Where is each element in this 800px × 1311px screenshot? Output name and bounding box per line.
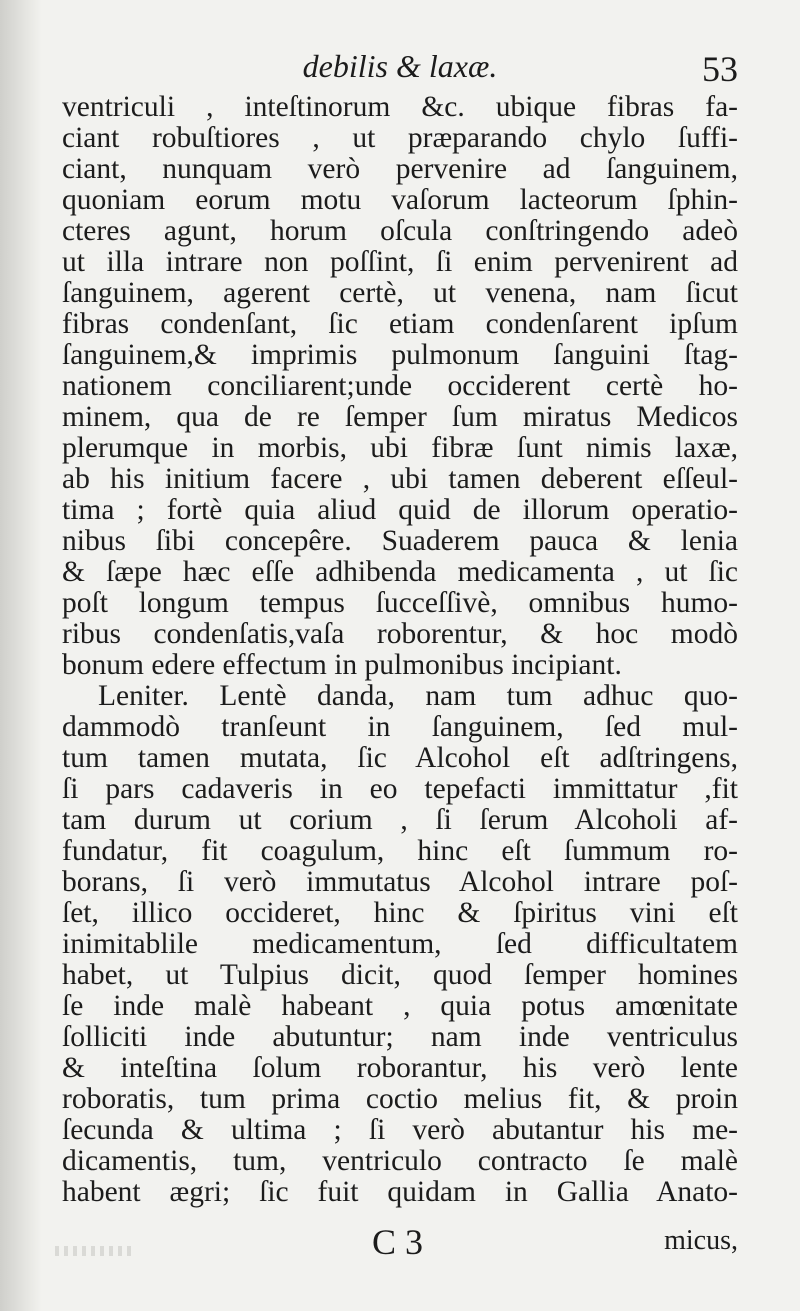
text-line: dicamentis, tum, ventriculo contracto ſe malè [62,1146,738,1177]
text-line: minem, qua de re ſemper ſum miratus Medicos [62,402,738,433]
text-line: habet, ut Tulpius dicit, quod ſemper homines [62,960,738,991]
text-line: ventriculi , inteſtinorum &c. ubique fibras fa- [62,92,738,123]
text-line: ab his initium facere , ubi tamen deberent eſſeul- [62,464,738,495]
text-line: & inteſtina ſolum roborantur, his verò lente [62,1053,738,1084]
text-line: dammodò tranſeunt in ſanguinem, ſed mul- [62,712,738,743]
text-line: ſanguinem, agerent certè, ut venena, nam ſicut [62,278,738,309]
text-line: ſet, illico occideret, hinc & ſpiritus vini eſt [62,898,738,929]
page-footer [62,1221,738,1271]
text-line: inimitablile medicamentum, ſed difficultatem [62,929,738,960]
body-text [62,92,738,1208]
text-line: ſi pars cadaveris in eo tepefacti immittatur ,fit [62,774,738,805]
text-line: ciant robuſtiores , ut præparando chylo ſuffi- [62,123,738,154]
text-line: tum tamen mutata, ſic Alcohol eſt adſtringens, [62,743,738,774]
text-line: tima ; fortè quia aliud quid de illorum operatio- [62,495,738,526]
catchword: micus, [664,1225,738,1256]
running-title: debilis & laxæ. [302,48,498,84]
page-gutter-shadow [0,0,42,1311]
text-line: poſt longum tempus ſucceſſivè, omnibus humo- [62,588,738,619]
text-line: Leniter. Lentè danda, nam tum adhuc quo- [98,681,738,712]
text-line: ſolliciti inde abutuntur; nam inde ventriculus [62,1022,738,1053]
text-line: ut illa intrare non poſſint, ſi enim pervenirent ad [62,247,738,278]
text-line: ribus condenſatis,vaſa roborentur, & hoc modò [62,619,738,650]
text-line: nationem conciliarent;unde occiderent certè ho- [62,371,738,402]
text-line: bonum edere effectum in pulmonibus incipiant. [62,650,622,681]
text-line: quoniam eorum motu vaſorum lacteorum ſphin- [62,185,738,216]
page-number: 53 [702,49,738,89]
signature-mark: C 3 [372,1222,424,1262]
text-line: fibras condenſant, ſic etiam condenſarent ipſum [62,309,738,340]
text-line: & ſæpe hæc eſſe adhibenda medicamenta , ut ſic [62,557,738,588]
text-line: tam durum ut corium , ſi ſerum Alcoholi af- [62,805,738,836]
text-line: fundatur, fit coagulum, hinc eſt ſummum ro- [62,836,738,867]
text-line: ciant, nunquam verò pervenire ad ſanguinem, [62,154,738,185]
text-line: roboratis, tum prima coctio melius fit, & proin [62,1084,738,1115]
text-line: plerumque in morbis, ubi fibræ ſunt nimis laxæ, [62,433,738,464]
text-line: borans, ſi verò immutatus Alcohol intrare poſ- [62,867,738,898]
text-line: ſe inde malè habeant , quia potus amœnitate [62,991,738,1022]
text-line: habent ægri; ſic fuit quidam in Gallia Anato- [62,1177,738,1208]
text-line: cteres agunt, horum oſcula conſtringendo adeò [62,216,738,247]
text-line: ſecunda & ultima ; ſi verò abutantur his me- [62,1115,738,1146]
text-line: nibus ſibi concepêre. Suaderem pauca & lenia [62,526,738,557]
text-line: ſanguinem,& imprimis pulmonum ſanguini ſtag- [62,340,738,371]
